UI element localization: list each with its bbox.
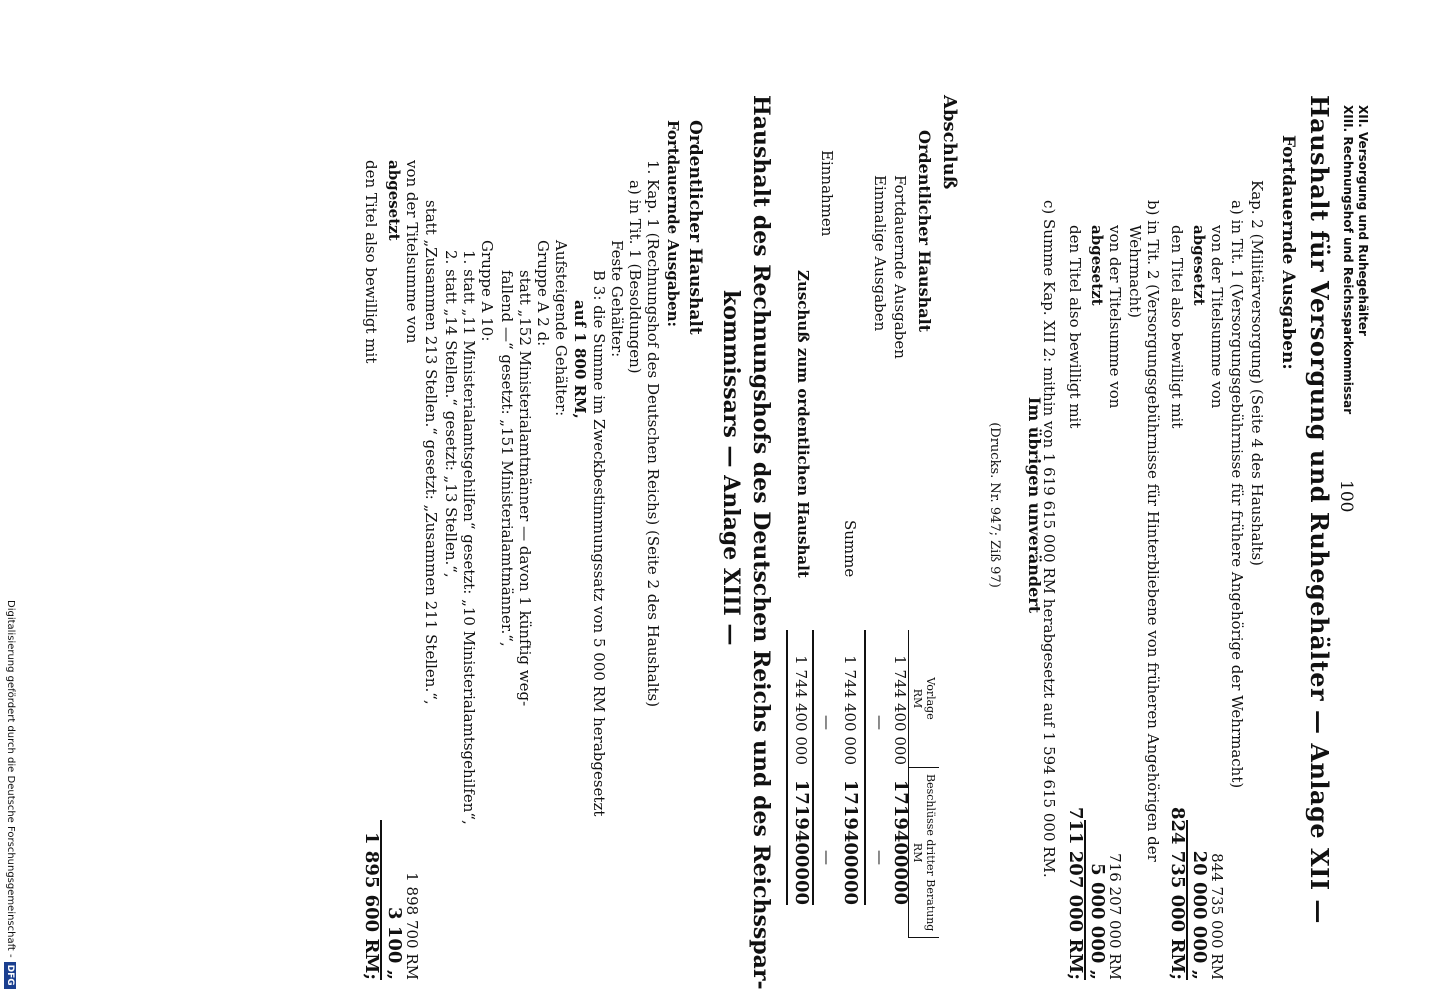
section1-b-value-3: 711 207 000 RM; (1065, 806, 1086, 980)
abschluss-row-3-beschluss: — (818, 850, 836, 865)
section2-a2d-2: fallend —“ gesetzt: „151 Ministerialamtmänner.“, (498, 270, 516, 647)
abschluss-bottom-rule (786, 630, 788, 905)
section1-b-label-2: abgesetzt (1088, 225, 1106, 306)
section2-ord: Ordentlicher Haushalt (685, 120, 705, 335)
section2-a: a) in Tit. 1 (Besoldungen) (626, 180, 644, 374)
section2-subtitle: Fortdauernde Ausgaben: (664, 120, 682, 328)
section2-feste: Feste Gehälter: (608, 240, 626, 358)
abschluss-row-2-vorlage: 1 744 400 000 (841, 655, 859, 765)
abschluss-row-label-2: Summe (841, 520, 859, 578)
abschluss-row-0-beschluss: 1719400000 (890, 779, 911, 905)
abschluss-ord: Ordentlicher Haushalt (915, 130, 934, 333)
section2-value-3: 1 895 600 RM; (361, 832, 382, 980)
section2-a10: Gruppe A 10: (478, 240, 496, 342)
section1-a-value-2: 20 000 000 „ (1189, 850, 1210, 980)
abschluss-row-label-0: Fortdauernde Ausgaben (891, 175, 909, 359)
section1-a-text: a) in Tit. 1 (Versorgungsgebührnisse für frühere Angehörige der Wehrmacht) (1228, 200, 1246, 789)
abschluss-row-3-vorlage: — (818, 715, 836, 730)
col-head-beschluesse (909, 768, 940, 938)
section2-label-1: von der Titelsumme von (403, 160, 421, 344)
section2-b3-line1: B 3: die Summe im Zweckbestimmungssatz von 5 000 RM herabgesetzt (590, 270, 608, 817)
section1-a-value-3: 824 735 000 RM; (1167, 806, 1188, 980)
section2-a10-1: 1. statt „11 Ministerialamtsgehilfen“ gesetzt: „10 Ministerialamtsgehilfen“, (460, 250, 478, 825)
section1-a-value-1: 844 735 000 RM (1208, 853, 1226, 980)
section1-b-value-1: 716 207 000 RM (1106, 853, 1124, 980)
running-header (1340, 105, 1370, 414)
page-number: 100 (1336, 480, 1356, 513)
header-line-2: XIII. Rechnungshof und Reichssparkommissar (1341, 105, 1355, 415)
section1-b-text-2: Wehrmacht) (1126, 225, 1144, 319)
abschluss-row-4-beschluss: 1719400000 (791, 779, 812, 905)
section2-a2d: Gruppe A 2 d: (534, 240, 552, 347)
section2-a2d-1: statt „152 Ministerialamtmänner — davon 1 künftig weg- (516, 270, 534, 707)
abschluss-row-0-vorlage: 1 744 400 000 (891, 655, 909, 765)
section2-title-1: Haushalt des Rechnungshofs des Deutschen Reichs und des Reichsspar- (748, 95, 774, 990)
section2-value-1: 1 898 700 RM (403, 872, 421, 980)
section1-subtitle: Fortdauernde Ausgaben: (1278, 135, 1298, 370)
abschluss-total-rule (812, 630, 814, 905)
section2-title-2: kommissars — Anlage XIII — (718, 290, 744, 646)
section1-a-label-2: abgesetzt (1190, 225, 1208, 306)
section2-aufsteigende: Aufsteigende Gehälter: (552, 240, 570, 417)
header-line-1: XII. Versorgung und Ruhegehälter (1356, 105, 1370, 336)
col-head-beschluesse-label: Beschlüsse dritter Beratung (924, 774, 937, 932)
section2-value-2: 3 100 „ (384, 907, 405, 980)
col-head-vorlage (909, 630, 940, 768)
dfg-logo: DFG (4, 962, 16, 989)
section2-statt: statt „Zusammen 213 Stellen.“ gesetzt: „Zusammen 211 Stellen.“, (422, 200, 440, 705)
section1-b-text-1: b) in Tit. 2 (Versorgungsgebührnisse für Hinterbliebene von früheren Angehörigen der (1144, 200, 1162, 862)
section1-a-label-1: von der Titelsumme von (1208, 225, 1226, 409)
section2-kap: 1. Kap. 1 (Rechnungshof des Deutschen Reichs) (Seite 2 des Haushalts) (644, 160, 662, 708)
section1-title: Haushalt für Versorgung und Ruhegehälter — Anlage XII — (1305, 95, 1334, 924)
abschluss-row-label-1: Einmalige Ausgaben (871, 175, 889, 332)
abschluss-table (908, 630, 939, 938)
section2-label-3: den Titel also bewilligt mit (362, 160, 380, 364)
col-head-beschluesse-unit: RM (911, 842, 924, 863)
section1-kap: Kap. 2 (Militärversorgung) (Seite 4 des Haushalts) (1248, 180, 1266, 567)
footer-note (4, 600, 16, 1000)
section2-b3-line2: auf 1 800 RM, (571, 300, 589, 419)
abschluss-title: Abschluß (939, 95, 960, 190)
abschluss-row-label-3: Einnahmen (818, 150, 836, 237)
unchanged-note: Im übrigen unverändert (1025, 396, 1044, 614)
abschluss-sum-rule (864, 630, 866, 905)
abschluss-row-1-vorlage: — (871, 715, 889, 730)
section1-b-value-2: 5 000 000 „ (1087, 863, 1108, 980)
abschluss-row-4-vorlage: 1 744 400 000 (792, 655, 810, 765)
section1-a-label-3: den Titel also bewilligt mit (1168, 225, 1186, 429)
drucksache-ref: (Drucks. Nr. 947; Ziß 97) (987, 422, 1002, 588)
abschluss-row-label-4: Zuschuß zum ordentlichen Haushalt (794, 270, 812, 578)
section1-b-label-1: von der Titelsumme von (1106, 225, 1124, 409)
section2-label-2: abgesetzt (385, 160, 403, 241)
abschluss-row-1-beschluss: — (871, 850, 889, 865)
section2-a10-2: 2. statt „14 Stellen.“ gesetzt: „13 Stellen.“, (442, 250, 460, 578)
abschluss-row-2-beschluss: 1719400000 (840, 779, 861, 905)
col-head-vorlage-unit: RM (911, 688, 924, 709)
footer-text: Digitalisierung gefördert durch die Deutsche Forschungsgemeinschaft - (5, 600, 16, 958)
section1-b-label-3: den Titel also bewilligt mit (1066, 225, 1084, 429)
section1-c-text: c) Summe Kap. XII 2: mithin von 1 619 615 000 RM herabgesetzt auf 1 594 615 000 RM. (1040, 200, 1058, 878)
col-head-vorlage-label: Vorlage (924, 677, 937, 720)
